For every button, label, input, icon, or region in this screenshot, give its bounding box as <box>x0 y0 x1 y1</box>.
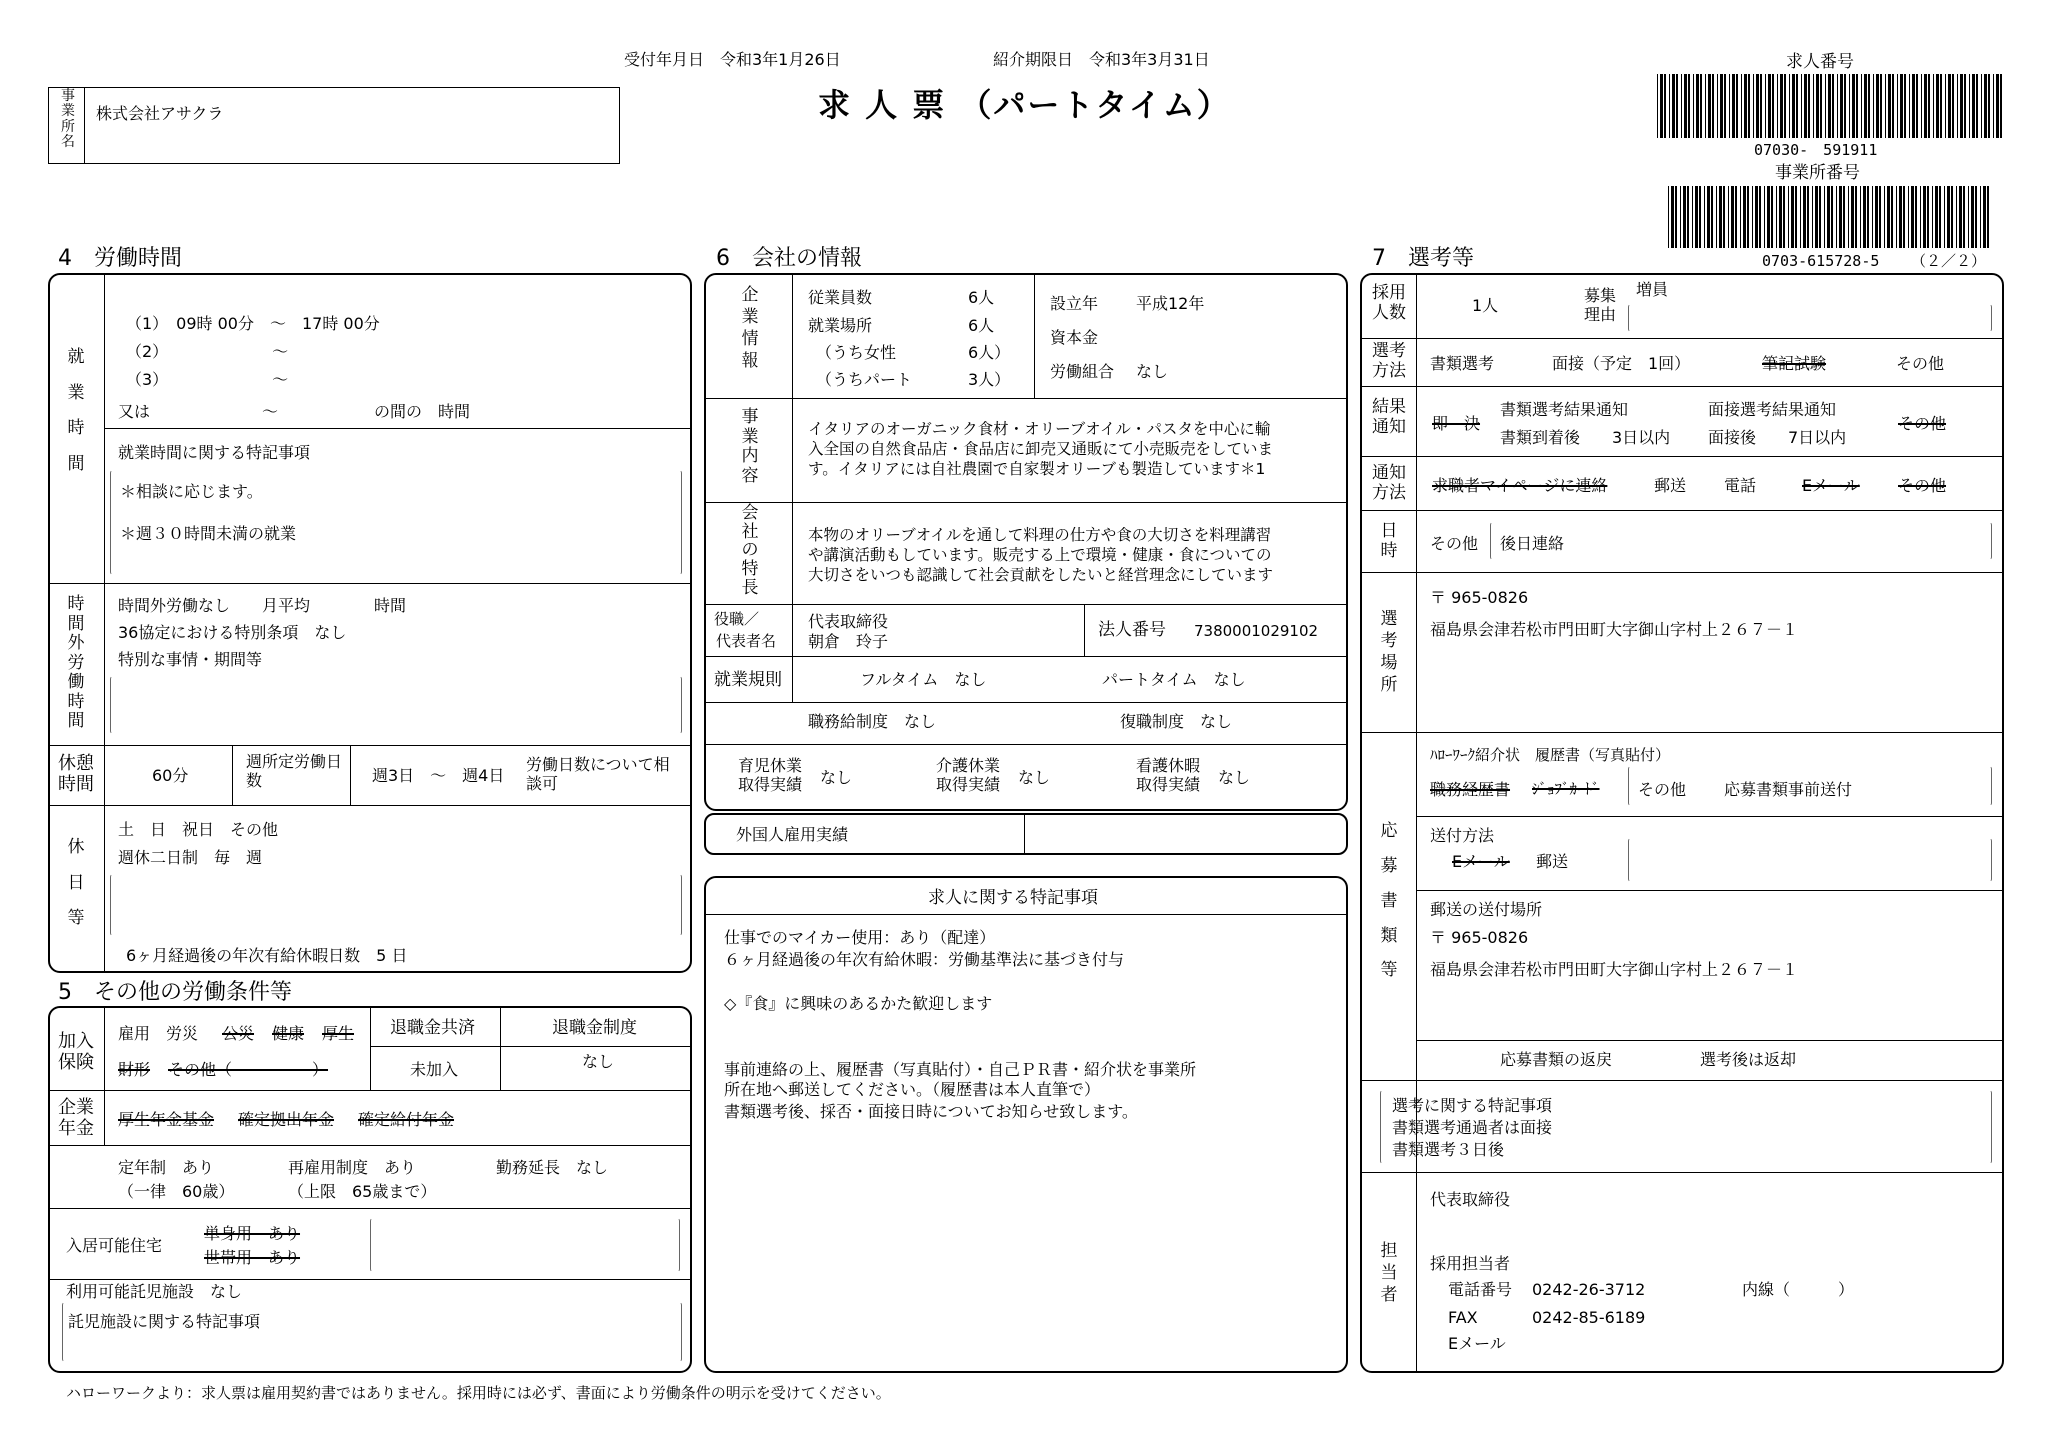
method-other: その他 <box>1896 354 1945 373</box>
date-value: 後日連絡 <box>1500 534 1565 553</box>
insurance-label: 加入保険 <box>58 1031 94 1073</box>
interview-result-days: 面接後 7日以内 <box>1708 428 1847 447</box>
fax-value: 0242-85-6189 <box>1532 1308 1646 1327</box>
job-number: 07030- 591911 <box>1754 141 1878 159</box>
weekly-days: 週3日 ～ 週4日 <box>372 766 505 785</box>
special-line-4: ◇『食』に興味のあるかた歓迎します <box>724 994 993 1013</box>
selection-place-label: 選考場所 <box>1380 609 1398 696</box>
docs-other: その他 <box>1638 780 1687 799</box>
notice-phone: 電話 <box>1724 476 1757 495</box>
return-value: 選考後は返却 <box>1700 1050 1797 1069</box>
overtime-line-1: 時間外労働なし 月平均 時間 <box>118 596 407 615</box>
docs-other-value: 応募書類事前送付 <box>1724 780 1853 799</box>
mutual-aid-label: 退職金共済 <box>390 1018 475 1038</box>
employees-label: 従業員数 <box>808 288 873 307</box>
special-notes-title: 求人に関する特記事項 <box>928 888 1098 908</box>
features-line-2: や講演活動もしています。販売する上で環境・健康・食についての <box>808 546 1272 564</box>
send-method-label: 送付方法 <box>1430 826 1495 845</box>
tel-label: 電話番号 <box>1448 1280 1513 1299</box>
doc-result-label: 書類選考結果通知 <box>1500 400 1629 419</box>
business-line-2: 入全国の自然食品店・食品店に卸売又通販にて小売販売をしていま <box>808 440 1274 458</box>
section4-title: 4 労働時間 <box>58 246 182 271</box>
work-hours-row-3: （3） ～ <box>126 370 289 389</box>
holiday-line-1: 土 日 祝日 その他 <box>118 820 279 839</box>
childcare-note: 託児施設に関する特記事項 <box>68 1312 261 1331</box>
insurance-c: 健康 <box>272 1024 305 1043</box>
application-docs-label: 応募書類等 <box>1380 821 1398 981</box>
special-line-9: 書類選考後、採否・面接日時についてお知らせ致します。 <box>724 1102 1138 1121</box>
severance-value: なし <box>582 1052 615 1071</box>
docs-jobcard: ｼﾞｮﾌﾞｶｰﾄﾞ <box>1532 780 1600 798</box>
work-hours-row-1: （1） 09時 00分 ～ 17時 00分 <box>126 314 380 333</box>
company-info-label: 企業情報 <box>741 285 759 372</box>
notice-mail: 郵送 <box>1654 476 1687 495</box>
annual-leave: 6ヶ月経過後の年次有給休暇日数 5 日 <box>126 946 408 965</box>
nursing-leave-value: なし <box>1218 768 1251 787</box>
break-label: 休憩時間 <box>58 753 94 795</box>
mail-zip: 〒 965-0826 <box>1430 928 1529 947</box>
return-label: 応募書類の返戻 <box>1500 1050 1613 1069</box>
method-document: 書類選考 <box>1430 354 1495 373</box>
section7-title: 7 選考等 <box>1372 246 1474 271</box>
date-label: 日時 <box>1380 521 1398 561</box>
business-line-3: す。イタリアには自社農園で自家製オリーブも製造しています＊1 <box>808 460 1266 478</box>
foreign-employment-label: 外国人雇用実績 <box>736 825 849 844</box>
work-hours-row-or: 又は ～ の間の 時間 <box>118 402 471 421</box>
selection-address: 福島県会津若松市門田町大字御山字村上２６７－１ <box>1430 620 1799 639</box>
business-line-1: イタリアのオーガニック食材・オリーブオイル・パスタを中心に輸 <box>808 420 1271 438</box>
housing-family: 世帯用 あり <box>204 1248 301 1267</box>
days-note: 労働日数について相談可 <box>526 755 670 794</box>
hire-count: 1人 <box>1472 296 1499 315</box>
features-line-1: 本物のオリーブオイルを通して料理の仕方や食の大切さを料理講習 <box>808 526 1272 544</box>
notice-other: その他 <box>1898 476 1947 495</box>
work-rules-label: 就業規則 <box>714 670 782 690</box>
notice-email: Eメール <box>1802 476 1860 495</box>
company-name: 株式会社アサクラ <box>96 104 224 123</box>
duty-pay: 職務給制度 なし <box>808 712 937 731</box>
work-hours-special-2: ＊週３０時間未満の就業 <box>120 524 297 543</box>
rep-title: 代表取締役 <box>808 612 889 631</box>
childcare: 利用可能託児施設 なし <box>66 1282 243 1301</box>
office-number: 0703-615728-5 <box>1762 252 1880 270</box>
office-number-label: 事業所番号 <box>1775 163 1860 183</box>
mail-to-label: 郵送の送付場所 <box>1430 900 1543 919</box>
overtime-line-3: 特別な事情・期間等 <box>118 650 263 669</box>
mail-address: 福島県会津若松市門田町大字御山字村上２６７－１ <box>1430 960 1799 979</box>
contact-person: 採用担当者 <box>1430 1254 1511 1273</box>
result-other: その他 <box>1898 414 1947 433</box>
pension-b: 確定拠出年金 <box>238 1110 335 1129</box>
selection-zip: 〒 965-0826 <box>1430 588 1529 607</box>
contact-title: 代表取締役 <box>1430 1190 1511 1209</box>
special-line-8: 所在地へ郵送してください。（履歴書は本人直筆で） <box>724 1080 1101 1099</box>
founded: 平成12年 <box>1136 294 1205 313</box>
footer-notice: ハローワークより：求人票は雇用契約書ではありません。採用時には必ず、書面により労働条件の明示を受けてください。 <box>66 1384 891 1402</box>
section6-title: 6 会社の情報 <box>716 246 862 271</box>
reemployment: 再雇用制度 あり <box>288 1158 417 1177</box>
result-immediate: 即 決 <box>1432 414 1481 433</box>
childcare-leave-value: なし <box>820 768 853 787</box>
extension: 勤務延長 なし <box>496 1158 609 1177</box>
housing-single: 単身用 あり <box>204 1224 301 1243</box>
holiday-line-2: 週休二日制 毎 週 <box>118 848 263 867</box>
referral-deadline: 紹介期限日 令和3年3月31日 <box>993 50 1210 69</box>
overtime-line-2: 36協定における特別条項 なし <box>118 623 347 642</box>
retirement-age-sub: （一律 60歳） <box>118 1182 235 1201</box>
reason: 増員 <box>1636 280 1669 299</box>
employees: 6人 <box>968 288 995 307</box>
insurance-d: 厚生 <box>322 1024 355 1043</box>
union: なし <box>1136 362 1169 381</box>
business-label: 事業内容 <box>741 407 759 486</box>
hire-count-label: 採用人数 <box>1372 283 1406 323</box>
selection-special-1: 選考に関する特記事項 <box>1392 1096 1553 1115</box>
rep-label-1: 役職／ <box>714 610 760 628</box>
women-label: （うち女性 <box>816 343 897 362</box>
office-number-barcode <box>1668 186 1992 248</box>
rejoin-system: 復職制度 なし <box>1120 712 1233 731</box>
page-number: （２／２） <box>1911 252 1987 270</box>
nursing-leave-label: 看護休暇取得実績 <box>1136 756 1201 795</box>
reemployment-sub: （上限 65歳まで） <box>288 1182 437 1201</box>
date-other: その他 <box>1430 534 1479 553</box>
severance-label: 退職金制度 <box>552 1018 637 1038</box>
email-label: Eメール <box>1448 1334 1506 1353</box>
company-name-box <box>48 87 620 164</box>
work-hours-label: 就業時間 <box>67 347 85 475</box>
break-value: 60分 <box>152 766 189 785</box>
page-title: 求 人 票 （パートタイム） <box>818 86 1231 124</box>
care-leave-label: 介護休業取得実績 <box>936 756 1001 795</box>
selection-special-3: 書類選考３日後 <box>1392 1140 1505 1159</box>
docs-resume: 職務経歴書 <box>1430 780 1511 799</box>
pension-a: 厚生年金基金 <box>118 1110 215 1129</box>
insurance-b: 公災 <box>222 1024 255 1043</box>
parttime-rules: パートタイム なし <box>1102 670 1246 689</box>
work-hours-row-2: （2） ～ <box>126 342 289 361</box>
docs-line-1: ﾊﾛｰﾜｰｸ紹介状 履歴書（写真貼付） <box>1430 746 1671 764</box>
corporate-number-label: 法人番号 <box>1098 620 1166 640</box>
job-number-label: 求人番号 <box>1786 52 1854 72</box>
insurance-a: 雇用 労災 <box>118 1024 199 1043</box>
selection-method-label: 選考方法 <box>1372 341 1406 381</box>
reception-date: 受付年月日 令和3年1月26日 <box>624 50 841 69</box>
fax-label: FAX <box>1448 1308 1478 1327</box>
corporate-number: 7380001029102 <box>1194 622 1319 640</box>
send-mail: 郵送 <box>1536 852 1569 871</box>
notice-method-label: 通知方法 <box>1372 463 1406 503</box>
notice-mypage: 求職者マイページに連絡 <box>1432 476 1608 495</box>
retirement-age: 定年制 あり <box>118 1158 215 1177</box>
tel-value: 0242-26-3712 <box>1532 1280 1646 1299</box>
site-count: 6人 <box>968 316 995 335</box>
pension-label: 企業年金 <box>58 1097 94 1139</box>
special-line-7: 事前連絡の上、履歴書（写真貼付）・自己ＰＲ書・紹介状を事業所 <box>724 1060 1197 1079</box>
capital-label: 資本金 <box>1050 328 1099 347</box>
job-number-barcode <box>1657 74 2005 138</box>
interview-result-label: 面接選考結果通知 <box>1708 400 1837 419</box>
result-notice-label: 結果通知 <box>1372 397 1406 437</box>
rep-label-2: 代表者名 <box>716 632 777 650</box>
care-leave-value: なし <box>1018 768 1051 787</box>
founded-label: 設立年 <box>1050 294 1099 313</box>
union-label: 労働組合 <box>1050 362 1115 381</box>
section5-title: 5 その他の労働条件等 <box>58 980 292 1005</box>
overtime-label: 時間外労働時間 <box>67 594 85 732</box>
site-label: 就業場所 <box>808 316 873 335</box>
childcare-leave-label: 育児休業取得実績 <box>738 756 803 795</box>
rep-name: 朝倉 玲子 <box>808 632 889 651</box>
pension-c: 確定給付年金 <box>358 1110 455 1129</box>
insurance-e: 財形 <box>118 1060 151 1079</box>
contact-label: 担当者 <box>1380 1241 1398 1306</box>
features-line-3: 大切さをいつも認識して社会貢献をしたいと経営理念にしています <box>808 566 1274 584</box>
send-email: Eメール <box>1452 852 1510 871</box>
mutual-aid-value: 未加入 <box>410 1060 459 1079</box>
extension-value: 内線（ ） <box>1742 1280 1855 1299</box>
method-interview: 面接（予定 1回） <box>1552 354 1691 373</box>
work-hours-special-label: 就業時間に関する特記事項 <box>118 443 311 462</box>
features-label: 会社の特長 <box>741 503 759 598</box>
work-hours-special-1: ＊相談に応じます。 <box>120 482 263 501</box>
selection-special-2: 書類選考通過者は面接 <box>1392 1118 1553 1137</box>
insurance-f: その他（ ） <box>168 1060 329 1079</box>
women-count: 6人） <box>968 343 1011 362</box>
reason-label: 募集理由 <box>1584 286 1617 325</box>
weekly-days-label: 週所定労働日数 <box>246 752 343 791</box>
part-count: 3人） <box>968 370 1011 389</box>
housing-label: 入居可能住宅 <box>66 1236 163 1255</box>
doc-result-days: 書類到着後 3日以内 <box>1500 428 1671 447</box>
holiday-label: 休日等 <box>67 837 85 929</box>
company-name-label: 事業所名 <box>61 88 75 151</box>
method-written: 筆記試験 <box>1762 354 1827 373</box>
part-label: （うちパート <box>816 370 913 389</box>
special-line-1: 仕事でのマイカー使用：あり（配達） <box>724 928 996 947</box>
fulltime-rules: フルタイム なし <box>860 670 987 689</box>
special-line-2: ６ヶ月経過後の年次有給休暇：労働基準法に基づき付与 <box>724 950 1125 969</box>
